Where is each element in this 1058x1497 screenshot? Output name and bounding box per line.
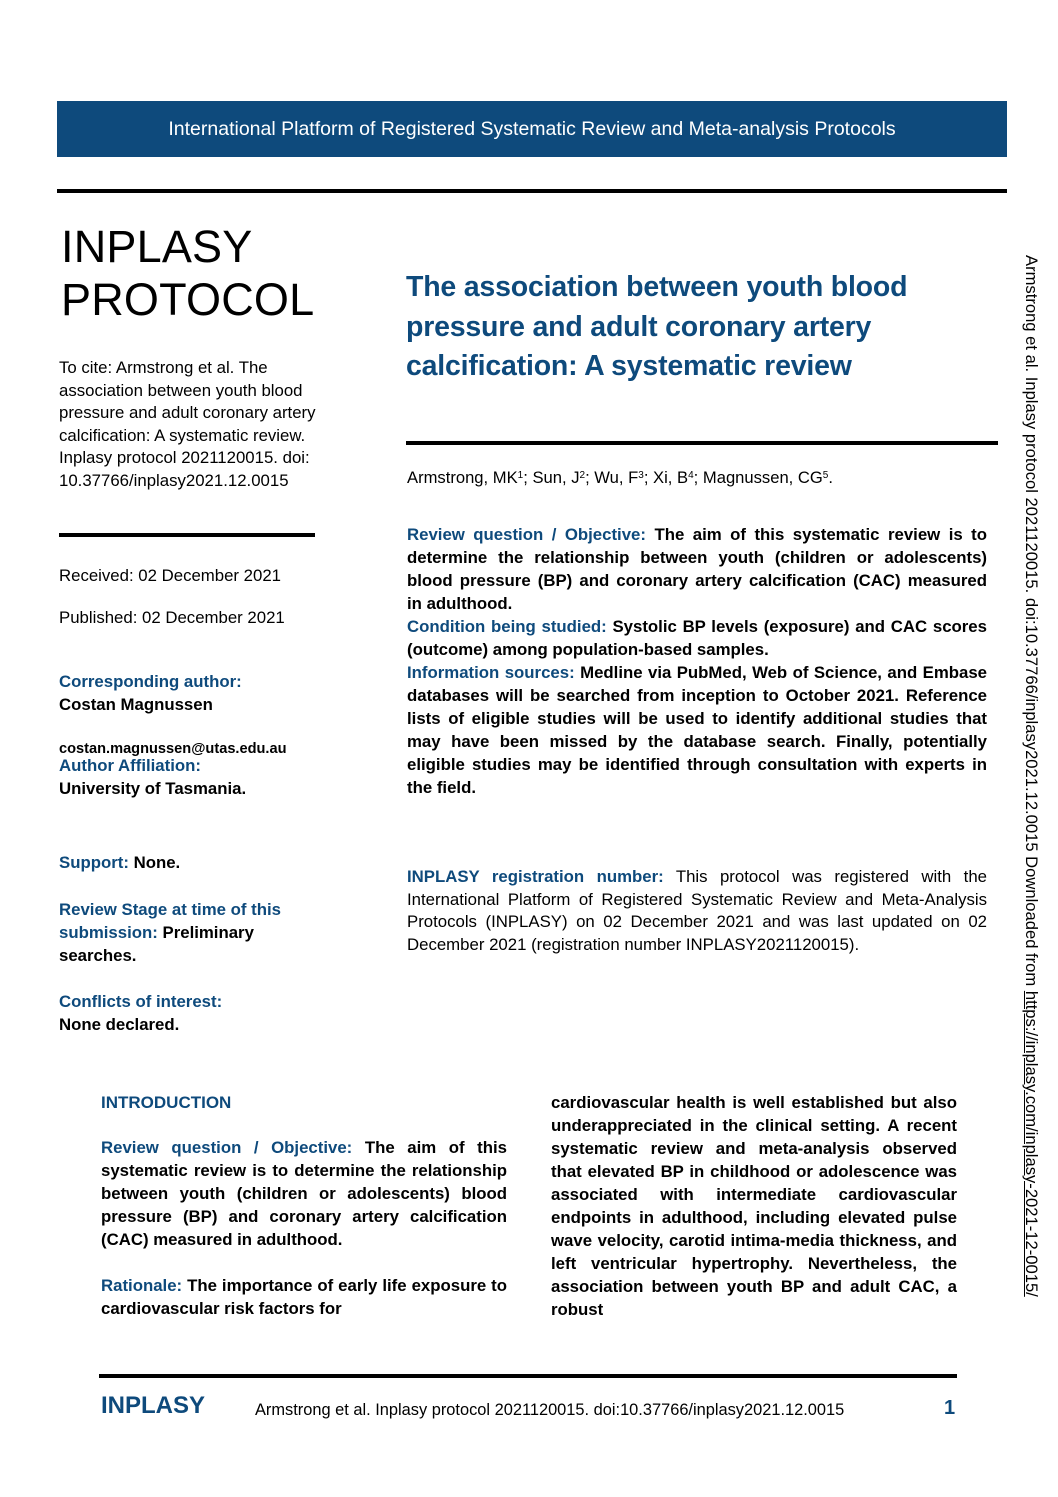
author: Magnussen, $CG^5$. [702,468,833,487]
abstract-information-sources: Information sources: Medline via PubMed, Web of Science, and Embase databases will be searched from inception to October 2021. Reference lists of eligible studies will be used to identify additional studies that may have been missed by the database search. Finally, potentially eligible studies may be identified through consultation with experts in the field. [407,663,988,797]
download-link[interactable]: https://inplasy.com/inplasy-2021-12-0015/ [1022,990,1041,1297]
author: Wu, $F^3$; [594,468,654,487]
affiliation-value: University of Tasmania. [59,779,247,798]
abstract [407,523,987,799]
footer-citation: Armstrong et al. Inplasy protocol 2021120015. doi:10.37766/inplasy2021.12.0015 [255,1401,845,1419]
title-rule [406,441,998,445]
conflicts-of-interest [59,990,349,1036]
corresponding-author-name: Costan Magnussen [59,695,213,714]
paper-title: The association between youth blood pressure and adult coronary artery calcification: A systematic review [406,271,908,382]
citation: To cite: Armstrong et al. The association between youth blood pressure and adult coronary artery calcification: A systematic review. Inplasy protocol 2021120015. doi: 10.37766/inplasy2021.12.0015 [59,358,316,490]
author: Armstrong, $MK^1$; [407,468,533,487]
support [59,851,349,874]
corresponding-author [59,670,349,716]
published-date: Published: 02 December 2021 [59,608,285,627]
page-number: 1 [944,1397,956,1419]
sidebar-text: Armstrong et al. Inplasy protocol 2021120015. doi:10.37766/inplasy2021.12.0015 Downloaded from [1022,255,1041,991]
protocol-brand [61,220,314,326]
header-rule [57,189,1007,193]
author: Xi, $B^4$; [653,468,703,487]
abstract-review-question: Review question / Objective: The aim of this systematic review is to determine the relationship between youth (children or adolescents) blood pressure (BP) and coronary artery calcification (CAC) measured in adulthood. [407,525,987,613]
author-list [407,468,833,488]
intro-rationale-continued: cardiovascular health is well established but also underappreciated in the clinical setting. A recent systematic review and meta-analysis observed that elevated BP in childhood or adolescence was associated with intermediate cardiovascular endpoints in adulthood, including elevated pulse wave velocity, carotid intima-media thickness, and left ventricular hypertrophy. Nevertheless, the association between youth BP and adult CAC, a robust [551,1093,957,1319]
introduction-heading: INTRODUCTION [101,1093,232,1112]
review-stage [59,898,334,967]
received-date: Received: 02 December 2021 [59,566,282,585]
registration-text: This protocol was registered with the International Platform of Registered Systematic Review and Meta-Analysis Protocols (INPLASY) on 02 December 2021 and was last updated on 02 December 2021 (registration number INPLASY2021120015). [407,867,987,954]
author-affiliation [59,754,349,800]
registration-label: INPLASY registration number: [407,867,664,886]
support-label: Support: [59,853,129,872]
corresponding-author-label: Corresponding author: [59,672,242,691]
support-value: None. [128,853,181,872]
footer-brand: INPLASY [101,1392,206,1419]
intro-review-question: Review question / Objective: The aim of this systematic review is to determine the relationship between youth (children or adolescents) blood pressure (BP) and coronary artery calcification (CAC) measured in adulthood. [101,1138,507,1249]
affiliation-label: Author Affiliation: [59,756,201,775]
conflicts-value: None declared. [59,1015,180,1034]
review-stage-value: Preliminary searches. [59,923,254,965]
introduction-column-right [551,1091,957,1321]
registration-info [407,866,987,956]
footer-rule [99,1374,957,1378]
author: Sun, $J^2$; [532,468,595,487]
author-email[interactable]: costan.magnussen@utas.edu.au [59,741,287,757]
citation-rule [59,533,315,537]
introduction-column-left [101,1136,507,1320]
intro-rationale: Rationale: The importance of early life exposure to cardiovascular risk factors for [101,1276,507,1318]
review-stage-label: Review Stage at time of this submission: [59,900,281,942]
brand-line-2: PROTOCOL [61,274,315,325]
download-sidebar [1021,255,1041,1297]
journal-banner: International Platform of Registered Systematic Review and Meta-analysis Protocols [57,101,1007,157]
conflicts-label: Conflicts of interest: [59,992,223,1011]
abstract-condition: Condition being studied: Systolic BP levels (exposure) and CAC scores (outcome) among population-based samples. [407,617,987,659]
brand-line-1: INPLASY [61,221,253,272]
